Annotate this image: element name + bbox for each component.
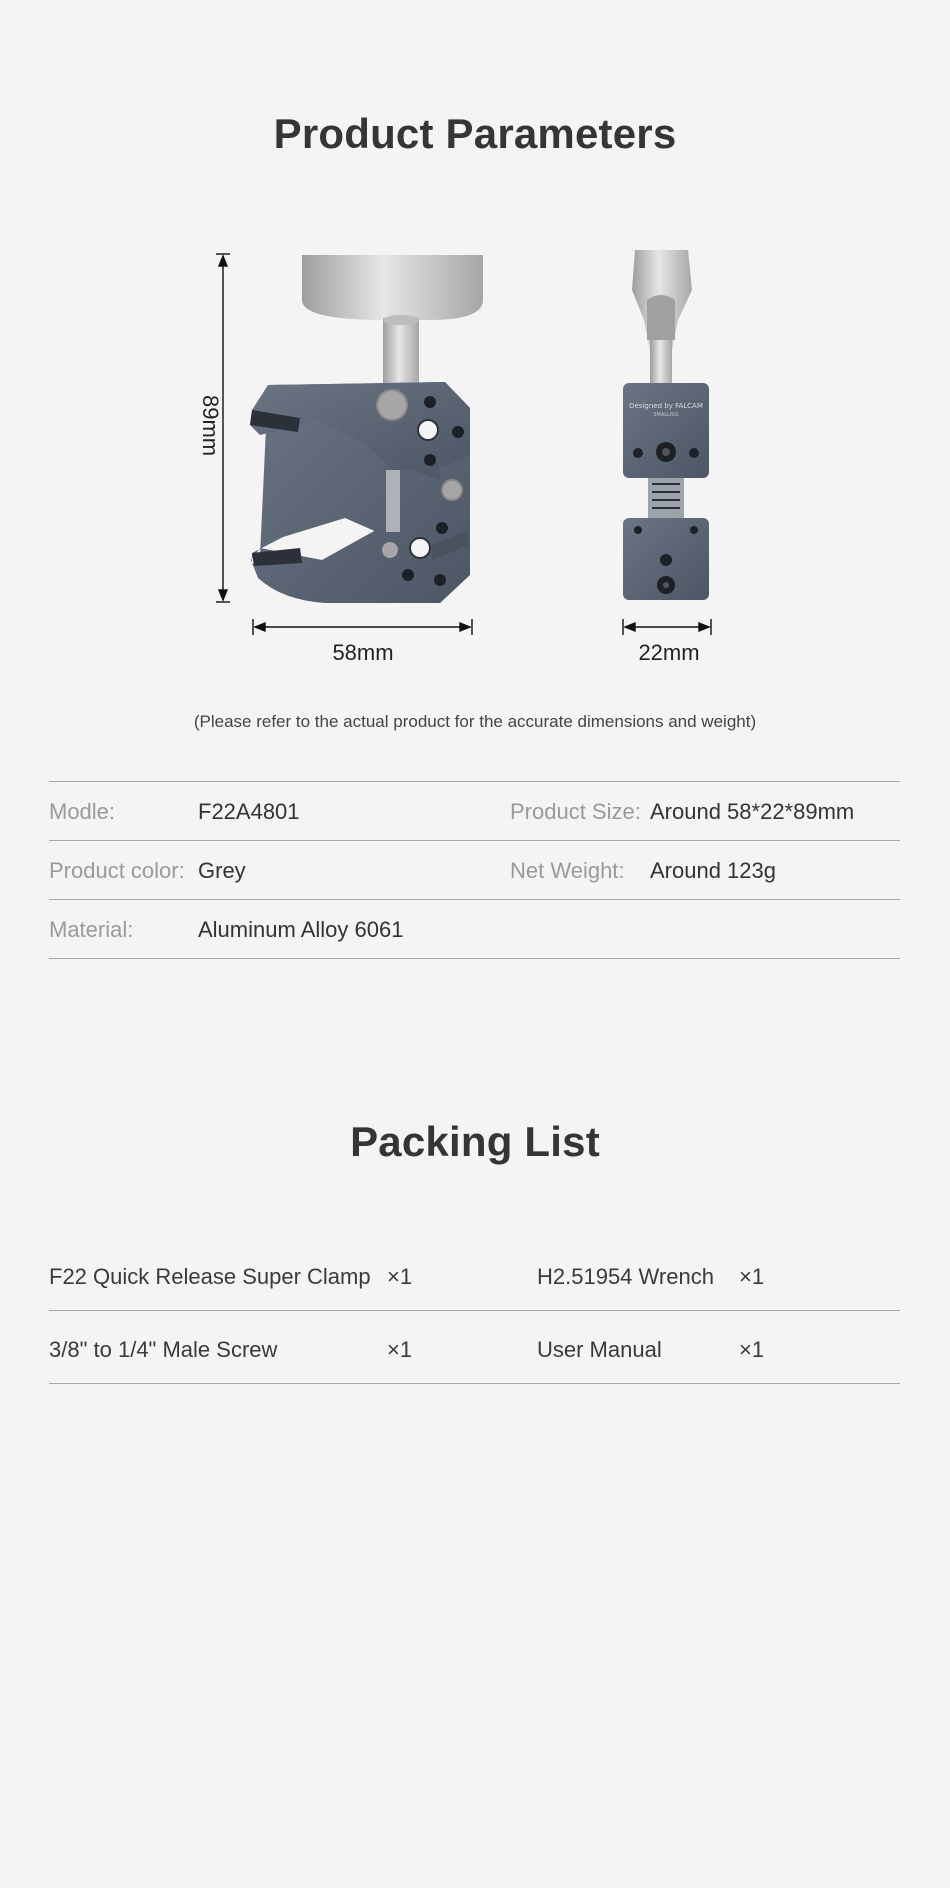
packing-item-name: 3/8" to 1/4" Male Screw [49,1337,278,1362]
spec-table [49,781,900,959]
spec-label-color: Product color: [49,858,185,883]
product-figure [0,0,950,700]
packing-item-quantity: ×1 [387,1337,413,1362]
packing-item-quantity: ×1 [739,1337,765,1362]
packing-table [49,1238,900,1384]
packing-item-quantity: ×1 [387,1264,413,1289]
packing-item-name: H2.51954 Wrench [537,1264,714,1289]
spec-label-model: Modle: [49,799,116,824]
packing-row [49,1238,900,1311]
spec-value-model: F22A4801 [198,799,300,824]
spec-row [49,899,900,959]
spec-label-material: Material: [49,917,134,942]
dimension-disclaimer-note: (Please refer to the actual product for the accurate dimensions and weight) [193,712,757,731]
side-engraving-line2: SMALLRIG [653,412,679,418]
product-parameters-title: Product Parameters [273,110,677,157]
spec-value-material: Aluminum Alloy 6061 [198,917,404,942]
depth-dimension-line [623,619,711,635]
spec-value-size: Around 58*22*89mm [650,799,855,824]
width-dimension-line [253,619,472,635]
packing-list-title: Packing List [350,1118,600,1165]
spec-row [49,781,900,840]
spec-value-weight: Around 123g [650,858,776,883]
depth-dimension-label: 22mm [638,640,700,665]
spec-label-size: Product Size: [510,799,641,824]
spec-label-weight: Net Weight: [510,858,625,883]
height-dimension-label: 89mm [198,395,223,457]
clamp-illustration [0,0,950,700]
spec-value-color: Grey [198,858,246,883]
packing-item-quantity: ×1 [739,1264,765,1289]
spec-row [49,840,900,899]
side-engraving-line1: Designed by FALCAM [629,402,703,410]
packing-item-name: User Manual [537,1337,662,1362]
width-dimension-label: 58mm [332,640,394,665]
packing-row [49,1311,900,1384]
clamp-side-view [623,250,709,600]
clamp-front-view [250,255,483,603]
packing-item-name: F22 Quick Release Super Clamp [49,1264,371,1289]
